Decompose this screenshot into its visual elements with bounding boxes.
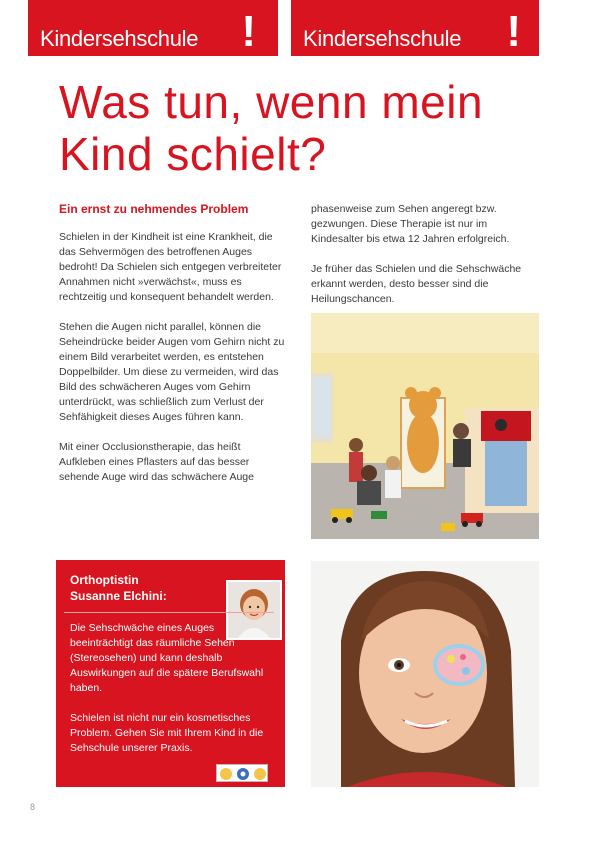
header-exclamation-left: ! (241, 7, 256, 56)
article-column-right (311, 202, 539, 322)
page-number: 8 (30, 802, 36, 812)
orthoptist-quote-box (56, 560, 285, 787)
page-title-line-2: Kind schielt? (59, 128, 327, 180)
quote-paragraph: Die Sehschwäche eines Auges beeinträchtigt das räumliche Sehen (Stereosehen) und kann deshalb Auswirkungen auf die spätere Berufswahl haben. (70, 622, 264, 694)
page-title-line-1: Was tun, wenn mein (59, 76, 484, 128)
practice-logo (216, 764, 268, 782)
girl-illustration (311, 561, 539, 787)
practice-logo-graphic (217, 765, 269, 783)
quote-paragraph: Schielen ist nicht nur ein kosmetisches Problem. Gehen Sie mit Ihrem Kind in die Sehschule unserer Praxis. (70, 712, 264, 754)
article-paragraph: phasenweise zum Sehen angeregt bzw. gezwungen. Diese Therapie ist nur im Kindesalter bis etwa 12 Jahren erfolgreich. (311, 203, 510, 245)
article-column-left (59, 202, 285, 500)
article-subheading: Ein ernst zu nehmendes Problem (59, 202, 249, 216)
header-exclamation-right: ! (506, 7, 521, 56)
girl-eyepatch-photo (311, 561, 539, 787)
article-paragraph: Mit einer Occlusionstherapie, das heißt Aufkleben eines Pflasters auf das besser sehende Auge wird das schwächere Auge (59, 441, 254, 483)
article-paragraph: Schielen in der Kindheit ist eine Krankheit, die das Sehvermögen des betroffenen Auges bedroht! Da Schielen sich entgegen verbreiteter Annahmen nicht »verwächst«, muss es rechtzeitig und konsequent behandelt werden. (59, 231, 282, 303)
header-label-left: Kindersehschule (40, 26, 199, 51)
header-label-right: Kindersehschule (303, 26, 462, 51)
article-paragraph: Stehen die Augen nicht parallel, können die Seheindrücke beider Augen vom Gehirn nicht zu einem Bild verarbeitet werden, es entstehen Doppelbilder. Um diese zu vermeiden, wird das Bild des schwächeren Auges vom Gehirn unterdrückt, was schließlich zum Verlust der Sehfähigkeit dieses Auges führen kann. (59, 321, 285, 423)
quote-title-role: Orthoptistin (70, 573, 139, 587)
playroom-photo (311, 313, 539, 539)
article-paragraph: Je früher das Schielen und die Sehschwäche erkannt werden, desto besser sind die Heilungschancen. (311, 263, 522, 305)
quote-title-name: Susanne Elchini: (70, 589, 167, 603)
header-band-right (291, 0, 539, 56)
quote-title (70, 572, 210, 604)
page-title (59, 76, 559, 180)
quote-text (70, 621, 270, 771)
playroom-illustration (311, 313, 539, 539)
header-band-left (28, 0, 278, 56)
quote-divider (64, 612, 274, 613)
